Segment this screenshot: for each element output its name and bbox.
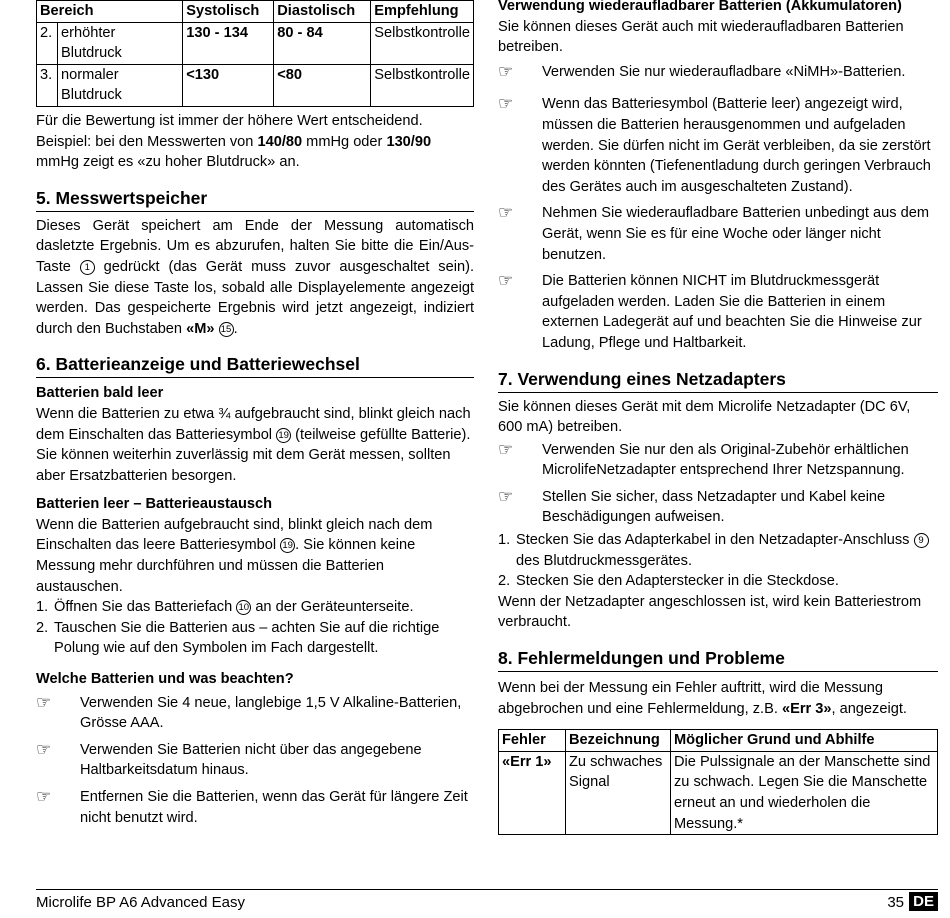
list-item: ☞ Stellen Sie sicher, dass Netzadapter und Kabel keine Beschädigungen aufweisen. [498,487,938,528]
subheading: Welche Batterien und was beachten? [36,671,294,688]
table-header-row [37,1,474,23]
section-7-title: 7. Verwendung eines Netzadapters [498,368,938,393]
pointing-hand-icon: ☞ [498,203,514,223]
list-item: ☞ Verwenden Sie Batterien nicht über das angegebene Haltbarkeitsdatum hinaus. [36,740,474,781]
pointing-hand-icon: ☞ [36,692,52,712]
paragraph: Sie können dieses Gerät mit dem Microlife Netzadapter (DC 6V, 600 mA) betreiben. [498,398,911,436]
list-item: ☞ Entfernen Sie die Batterien, wenn das Gerät für längere Zeit nicht benutzt wird. [36,787,474,828]
table-cell: 130 - 134 [183,22,274,64]
pointing-hand-icon: ☞ [36,787,52,806]
ref-marker: 19 [276,428,291,443]
list-item: ☞ Die Batterien können NICHT im Blutdruckmessgerät aufgeladen werden. Laden Sie die Batterien in einem externen Ladegerät auf und beachten Sie die Hinweise zur Ladung, Pflege und Haltbarkeit. [498,271,938,353]
list-item: ☞ Nehmen Sie wiederaufladbare Batterien unbedingt aus dem Gerät, wenn Sie es für eine Woche oder länger nicht benutzen. [498,203,938,265]
table-cell: 2. [37,22,58,64]
table-cell: erhöhter Blutdruck [58,22,183,64]
pointing-hand-icon: ☞ [498,486,514,506]
table-cell: <130 [183,64,274,106]
pointing-hand-icon: ☞ [498,94,514,114]
page-number: 35 [887,894,904,911]
list-item: ☞ Wenn das Batteriesymbol (Batterie leer) angezeigt wird, müssen die Batterien herausgenommen und aufgeladen werden. Sie dürfen nicht im Gerät verbleiben, da sie zerstört werden könnten (Tiefenentladung durch geringen Verbrauch des Gerätes auch im ausgeschalteten Zustand). [498,94,938,197]
section-5-text: Dieses Gerät speichert am Ende der Messung automatisch dasletzte Ergebnis. Um es abzurufen, halten Sie bitte die Ein/Aus-Taste 1 gedrückt (das Gerät muss zuvor ausgeschaltet sein). Lassen Sie diese Taste los, sobald alle Displayelemente angezeigt werden. Das gespeicherte Ergebnis wird jetzt angezeigt, indiziert durch den Buchstaben «M» 15 . [36,217,474,337]
section-8-title: 8. Fehlermeldungen und Probleme [498,647,938,672]
list-item: ☞ Verwenden Sie 4 neue, langlebige 1,5 V Alkaline-Batterien, Grösse AAA. [36,693,474,734]
table-cell: «Err 1» [499,751,566,834]
table-cell: Zu schwaches Signal [566,751,671,834]
pointing-hand-icon: ☞ [498,271,514,291]
footer-product-name: Microlife BP A6 Advanced Easy [36,894,246,911]
error-table [498,729,938,835]
table-header: Bereich [37,1,183,23]
list-item: ☞ Verwenden Sie nur den als Original-Zubehör erhältlichen MicrolifeNetzadapter entsprechend Ihrer Netzspannung. [498,440,938,481]
pointing-hand-icon: ☞ [498,61,514,81]
paragraph: Sie können dieses Gerät auch mit wiederaufladbaren Batterien betreiben. [498,18,904,56]
section-5-title: 5. Messwertspeicher [36,187,474,212]
subheading: Verwendung wiederaufladbarer Batterien (Akkumulatoren) [498,0,902,14]
list-item: 2. Stecken Sie den Adapterstecker in die Steckdose. [498,573,839,590]
table-header: Bezeichnung [566,730,671,752]
table-row [37,22,474,64]
ref-marker: 19 [280,538,295,553]
pointing-hand-icon: ☞ [498,439,514,459]
list-item: ☞ Verwenden Sie nur wiederaufladbare «NiMH»-Batterien. [498,61,906,81]
table-header: Möglicher Grund und Abhilfe [671,730,938,752]
paragraph: Wenn die Batterien aufgebraucht sind, blinkt gleich nach dem Einschalten das leere Batteriesymbol 19 . Sie können keine Messung mehr durchführen und müssen die Batterien austauschen. [36,516,433,595]
list-item: 1. Stecken Sie das Adapterkabel in den Netzadapter-Anschluss 9 des Blutdruckmessgerätes. [498,530,938,571]
ref-marker: 1 [80,260,95,275]
table-header: Empfehlung [371,1,474,23]
list-item: 2. Tauschen Sie die Batterien aus – achten Sie auf die richtige Polung wie auf den Symbolen im Fach dargestellt. [36,619,440,657]
list-item: 1. Öffnen Sie das Batteriefach 10 an der Geräteunterseite. [36,599,414,616]
page-footer [36,889,938,911]
section-6-title: 6. Batterieanzeige und Batteriewechsel [36,353,474,378]
table-cell: <80 [274,64,371,106]
table-cell: 80 - 84 [274,22,371,64]
ref-marker: 15 [219,322,234,337]
table-cell: Selbstkontrolle [371,22,474,64]
ref-marker: 9 [914,533,929,548]
right-column [498,0,938,835]
subheading: Batterien leer – Batterieaustausch [36,496,273,513]
evaluation-text: Für die Bewertung ist immer der höhere Wert entscheidend. Beispiel: bei den Messwerten von 140/80 mmHg oder 130/90 mmHg zeigt es «zu hoher Blutdruck» an. [36,112,432,171]
paragraph: Wenn bei der Messung ein Fehler auftritt, wird die Messung abgebrochen und eine Fehlermeldung, z.B. «Err 3», angezeigt. [498,680,907,717]
ref-marker: 10 [236,600,251,615]
table-header-row [499,730,938,752]
table-row [37,64,474,106]
paragraph: Wenn der Netzadapter angeschlossen ist, wird kein Batteriestrom verbraucht. [498,593,922,631]
table-header: Fehler [499,730,566,752]
bp-table [36,0,474,107]
table-header: Diastolisch [274,1,371,23]
paragraph: Wenn die Batterien zu etwa ¾ aufgebraucht sind, blinkt gleich nach dem Einschalten das Batteriesymbol 19 (teilweise gefüllte Batterie). Sie können weiterhin zuverlässig mit dem Gerät messen, sollten aber Ersatzbatterien besorgen. [36,405,471,484]
table-header: Systolisch [183,1,274,23]
table-row [499,751,938,834]
language-badge: DE [909,892,938,911]
left-column [36,0,474,828]
table-cell: normaler Blutdruck [58,64,183,106]
table-cell: 3. [37,64,58,106]
pointing-hand-icon: ☞ [36,739,52,759]
subheading: Batterien bald leer [36,385,164,402]
table-cell: Die Pulssignale an der Manschette sind zu schwach. Legen Sie die Manschette erneut an und wiederholen die Messung.* [671,751,938,834]
table-cell: Selbstkontrolle [371,64,474,106]
